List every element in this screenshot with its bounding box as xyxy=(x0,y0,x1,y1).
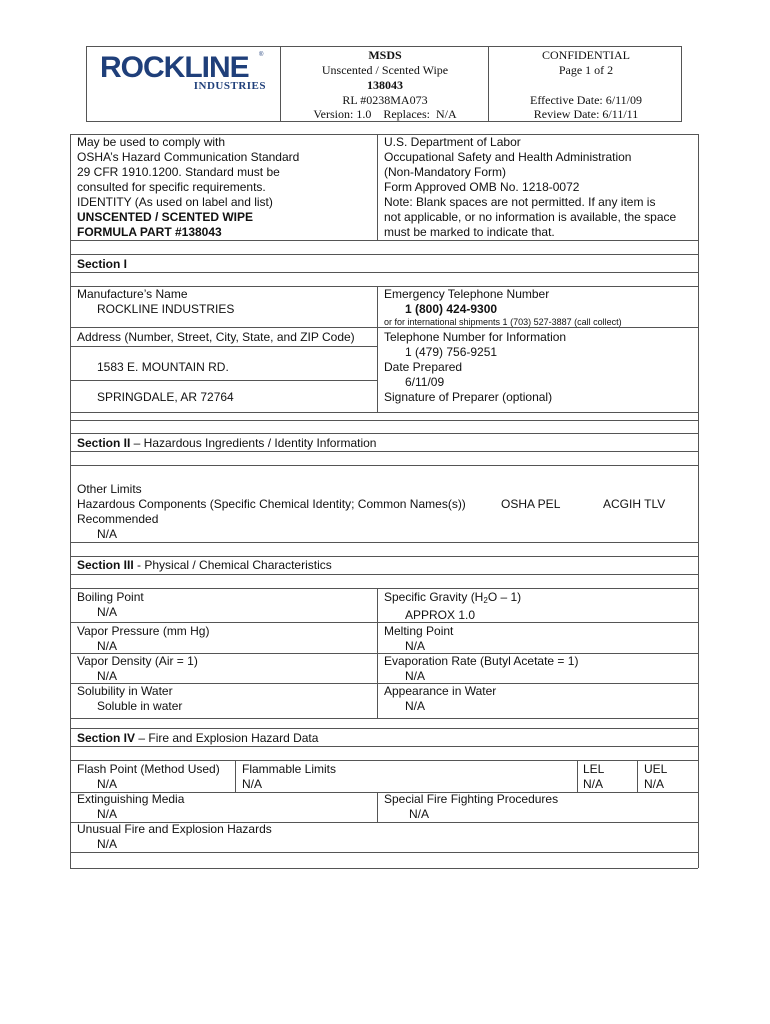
flash-point-label: Flash Point (Method Used) xyxy=(77,762,220,776)
hazardous-components-value: N/A xyxy=(97,527,118,541)
international-phone: or for international shipments 1 (703) 527-3887 (call collect) xyxy=(384,317,622,327)
emergency-phone: 1 (800) 424-9300 xyxy=(405,302,498,316)
address-street: 1583 E. MOUNTAIN RD. xyxy=(97,360,229,374)
recommended-label: Recommended xyxy=(77,512,159,526)
evaporation-rate-label: Evaporation Rate (Butyl Acetate = 1) xyxy=(384,654,579,668)
intro-line: OSHA’s Hazard Communication Standard xyxy=(77,150,300,164)
page-number: Page 1 of 2 xyxy=(558,63,614,77)
vapor-pressure-label: Vapor Pressure (mm Hg) xyxy=(77,624,210,638)
evaporation-rate-value: N/A xyxy=(405,669,426,683)
flash-point-value: N/A xyxy=(97,777,118,791)
lel-label: LEL xyxy=(583,762,605,776)
logo-reg-mark: ® xyxy=(259,52,264,58)
date-prepared-label: Date Prepared xyxy=(384,360,463,374)
intro-line: consulted for specific requirements. xyxy=(77,180,266,194)
flammable-limits-value: N/A xyxy=(242,777,263,791)
uel-value: N/A xyxy=(644,777,665,791)
rl-number: RL #0238MA073 xyxy=(342,93,428,107)
review-date: Review Date: 6/11/11 xyxy=(533,107,639,121)
section-4-title xyxy=(77,731,318,746)
manufacturer-value: ROCKLINE INDUSTRIES xyxy=(97,302,235,316)
identity-label: IDENTITY (As used on label and list) xyxy=(77,195,273,209)
section-2-heading: – Hazardous Ingredients / Identity Information xyxy=(130,436,377,450)
unusual-hazards-label: Unusual Fire and Explosion Hazards xyxy=(77,822,272,836)
identity-formula: FORMULA PART #138043 xyxy=(77,225,222,239)
agency-line: (Non-Mandatory Form) xyxy=(384,165,507,179)
uel-label: UEL xyxy=(644,762,668,776)
section-2-number: Section II xyxy=(77,436,131,450)
info-phone-label: Telephone Number for Information xyxy=(384,330,567,344)
extinguishing-media-value: N/A xyxy=(97,807,118,821)
appearance-value: N/A xyxy=(405,699,426,713)
part-number: 138043 xyxy=(367,78,403,92)
version-info: Version: 1.0 Replaces: N/A xyxy=(313,107,457,121)
intro-line: 29 CFR 1910.1200. Standard must be xyxy=(77,165,280,179)
osha-pel-label: OSHA PEL xyxy=(501,497,561,511)
section-3-number: Section III xyxy=(77,558,134,572)
agency-line: U.S. Department of Labor xyxy=(384,135,521,149)
agency-line: Occupational Safety and Health Administration xyxy=(384,150,632,164)
hazardous-components-label: Hazardous Components (Specific Chemical Identity; Common Names(s)) xyxy=(77,497,466,511)
logo-wordmark: ROCKLINE xyxy=(100,51,249,84)
special-procedures-label: Special Fire Fighting Procedures xyxy=(384,792,559,806)
address-city: SPRINGDALE, AR 72764 xyxy=(97,390,234,404)
note-line: must be marked to indicate that. xyxy=(384,225,555,239)
boiling-point-label: Boiling Point xyxy=(77,590,144,604)
logo-subtitle: INDUSTRIES xyxy=(193,80,266,92)
emergency-label: Emergency Telephone Number xyxy=(384,287,550,301)
boiling-point-value: N/A xyxy=(97,605,118,619)
section-3-heading: - Physical / Chemical Characteristics xyxy=(133,558,332,572)
specific-gravity-value: APPROX 1.0 xyxy=(405,608,476,622)
date-prepared: 6/11/09 xyxy=(405,375,445,389)
company-logo xyxy=(100,50,270,96)
effective-date: Effective Date: 6/11/09 xyxy=(530,93,642,107)
vapor-density-value: N/A xyxy=(97,669,118,683)
specific-gravity-label xyxy=(384,590,521,608)
extinguishing-media-label: Extinguishing Media xyxy=(77,792,185,806)
unusual-hazards-value: N/A xyxy=(97,837,118,851)
signature-label: Signature of Preparer (optional) xyxy=(384,390,553,404)
manufacturer-label: Manufacture’s Name xyxy=(77,287,188,301)
address-label: Address (Number, Street, City, State, and ZIP Code) xyxy=(77,330,355,344)
note-line: not applicable, or no information is available, the space xyxy=(384,210,677,224)
special-procedures-value: N/A xyxy=(409,807,430,821)
product-name: Unscented / Scented Wipe xyxy=(321,63,449,77)
flammable-limits-label: Flammable Limits xyxy=(242,762,337,776)
lel-value: N/A xyxy=(583,777,604,791)
melting-point-value: N/A xyxy=(405,639,426,653)
vapor-pressure-value: N/A xyxy=(97,639,118,653)
section-2-title xyxy=(77,436,376,451)
other-limits-label: Other Limits xyxy=(77,482,142,496)
acgih-tlv-label: ACGIH TLV xyxy=(603,497,666,511)
specific-gravity-label-b: O – 1) xyxy=(487,590,522,604)
info-phone: 1 (479) 756-9251 xyxy=(405,345,498,359)
solubility-value: Soluble in water xyxy=(97,699,183,713)
note-line: Note: Blank spaces are not permitted. If any item is xyxy=(384,195,656,209)
confidential-label: CONFIDENTIAL xyxy=(542,48,630,62)
section-1-title: Section I xyxy=(77,257,128,271)
section-4-heading: – Fire and Explosion Hazard Data xyxy=(135,731,319,745)
form-approval: Form Approved OMB No. 1218-0072 xyxy=(384,180,580,194)
melting-point-label: Melting Point xyxy=(384,624,454,638)
specific-gravity-label-a: Specific Gravity (H xyxy=(384,590,484,604)
appearance-label: Appearance in Water xyxy=(384,684,497,698)
section-3-title xyxy=(77,558,332,573)
vapor-density-label: Vapor Density (Air = 1) xyxy=(77,654,198,668)
intro-line: May be used to comply with xyxy=(77,135,226,149)
solubility-label: Solubility in Water xyxy=(77,684,173,698)
msds-title: MSDS xyxy=(368,48,402,62)
identity-value: UNSCENTED / SCENTED WIPE xyxy=(77,210,254,224)
specific-gravity-sub: 2 xyxy=(483,596,488,605)
section-4-number: Section IV xyxy=(77,731,136,745)
